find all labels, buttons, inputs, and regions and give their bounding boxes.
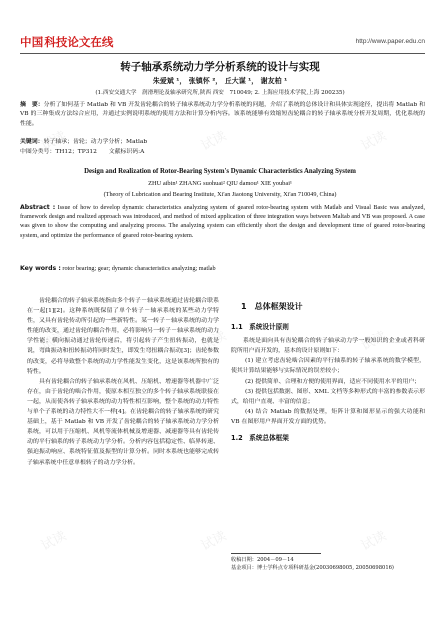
section-heading-1-2: 1.2 系统总体框架 bbox=[231, 434, 289, 443]
principle-item-3: (3) 提供包括数据、图形、XML 文档等多种形式的丰富的参数表示形式，给用户直观、丰富的信息； bbox=[231, 388, 425, 405]
site-logo[interactable] bbox=[20, 34, 113, 50]
classification-cn: 中图分类号：TH12；TP312 文献标识码:A bbox=[20, 149, 145, 155]
body-paragraph-1: 齿轮耦合的转子轴承系统指由多个转子－轴承系统通过齿轮耦合联系在一起[1][2]。这种系统既保留了单个转子－轴承系统的某些动力学特性，又具有齿轮传动所引起的一些新特性。某一转子－轴承系统的动力学性能的改变，通过齿轮的耦合作用，必将影响另一转子－轴承系统的动力学性能；横向振动通过齿轮传递后，将引起转子产生扭转振动，也就是说，弯曲振动和扭转振动将同时发生，即发生弯扭耦合振动[3]；齿轮参数的改变，必将导致整个系统的动力学性能发生变化，这是该系统所独有的特性。 bbox=[27, 298, 219, 375]
body-right-column bbox=[231, 296, 425, 447]
paper-title-cn: 转子轴承系统动力学分析系统的设计与实现 bbox=[120, 61, 320, 73]
principle-item-1: (1) 建立考虑齿轮啮合因素的平行轴系的转子轴承系统的数学模型，使其计算结果能够与实际情况的误差较小； bbox=[231, 358, 425, 375]
abstract-text-en: Issue of how to develop dynamic characteristics analyzing system of geared rotor-bearing system with Matlab and Visual Basic was analyzed, framework design and realized approach was introduced, and method of mixed application of three integration ways between Maltab and VB was proposed. A case was given to show the computing and analyzing process. The analyzing system can efficiently short the design and development time of geared rotor-bearing system, and optimize the performance of geared rotor-bearing system. bbox=[20, 204, 425, 239]
received-date: 收稿日期：2004－09－14 bbox=[231, 557, 294, 563]
body-paragraph-2: 具有齿轮耦合的转子轴承系统在风机、压缩机、增速器等机器中广泛存在，由于齿轮的啮合作用，使原本相互独立的多个转子轴承系统联接在一起，从而使各转子轴承系统的动力特性相互影响，整个系统的动力特性与单个子系统的动力特性大不一样[4]。在齿轮耦合的转子轴承系统的研究基础上，基于 Matlab 和 VB 开发了齿轮耦合的转子轴承系统动力学分析系统，可以用于压缩机、风机等流体机械及增速器、减速器等具有齿轮传动的平行轴系的转子系统动力学分析。分析内容包括稳定性、临界转速、强迫振动响应、系统特征值及振型的计算分析。同时本系统也能够完成转子轴承系统中任意单根转子的动力学分析。 bbox=[27, 378, 219, 466]
abstract-text-cn: 分析了如何基于 Matlab 和 VB 开发齿轮耦合的转子轴承系统动力学分析系统的问题，介绍了系统的总体设计和具体实现途径，提出将 Matlab 和 VB 的三种集成方法综合应用，并通过实例说明系统的使用方法和计算分析内容。该系统能够有效缩短齿轮耦合的转子轴承系统分析开发周期，优化系统的性能。 bbox=[20, 102, 425, 127]
section-heading-1: 1 总体框架设计 bbox=[241, 302, 303, 311]
keywords-text-cn: 转子轴承；齿轮；动力学分析；Matlab bbox=[43, 139, 148, 145]
paper-title-en: Design and Realization of Rotor-Bearing System's Dynamic Characteristics Analyzing System bbox=[84, 168, 356, 175]
logo-prefix: 中国 bbox=[20, 35, 44, 49]
keywords-label-cn: 关键词： bbox=[20, 139, 44, 145]
affiliation-en: (Theory of Lubrication and Bearing Institute, Xi'an Jiaotong University, Xi'an 710049, China) bbox=[103, 191, 337, 198]
design-principles-intro: 系统是面向具有齿轮耦合的转子轴承动力学一般知识的企业或者科研院所用户而开发的，基本的设计原则如下： bbox=[231, 338, 425, 355]
abstract-cn bbox=[20, 101, 425, 129]
keywords-en bbox=[20, 264, 425, 273]
authors-en: ZHU aibin¹ ZHANG suohuai² QIU damou¹ XIE youbai¹ bbox=[148, 180, 292, 187]
page-header bbox=[20, 34, 425, 52]
abstract-label-cn: 摘 要： bbox=[20, 102, 44, 108]
section-heading-1-1: 1.1 系统设计原则 bbox=[231, 323, 289, 332]
footnote bbox=[231, 557, 423, 572]
principle-item-4: (4) 结合 Matlab 的数据处理，矩阵计算和图形显示的强大功能和 VB 在图形用户界面开发方面的优势。 bbox=[231, 408, 425, 425]
footnote-divider bbox=[231, 553, 321, 554]
authors-cn: 朱爱斌 ¹， 张镇怀 ²， 丘大谋 ¹， 谢友柏 ¹ bbox=[152, 77, 288, 85]
keywords-label-en: Key words : bbox=[20, 265, 61, 272]
keywords-text-en: rotor bearing; gear; dynamic characteristics analyzing; matlab bbox=[62, 265, 216, 272]
abstract-en bbox=[20, 203, 425, 240]
fund-info: 基金项目：博士学科点专项科研基金(20030698005, 20050698016) bbox=[231, 564, 394, 571]
site-url-link[interactable]: http://www.paper.edu.cn bbox=[355, 38, 425, 45]
keywords-cn bbox=[20, 138, 425, 147]
abstract-label-en: Abstract : bbox=[20, 204, 56, 211]
header-divider bbox=[20, 53, 425, 54]
principle-item-2: (2) 提供简单、合理和方便的使用界面，适应不同使用水平的用户； bbox=[245, 378, 421, 385]
affiliation-cn: (1.西安交通大学 润滑理论及轴承研究所,陕西 西安 710049; 2. 上海应用技术学院,上海 200235) bbox=[95, 90, 345, 96]
body-left-column bbox=[27, 296, 219, 468]
logo-name: 科技论文在线 bbox=[44, 35, 114, 49]
